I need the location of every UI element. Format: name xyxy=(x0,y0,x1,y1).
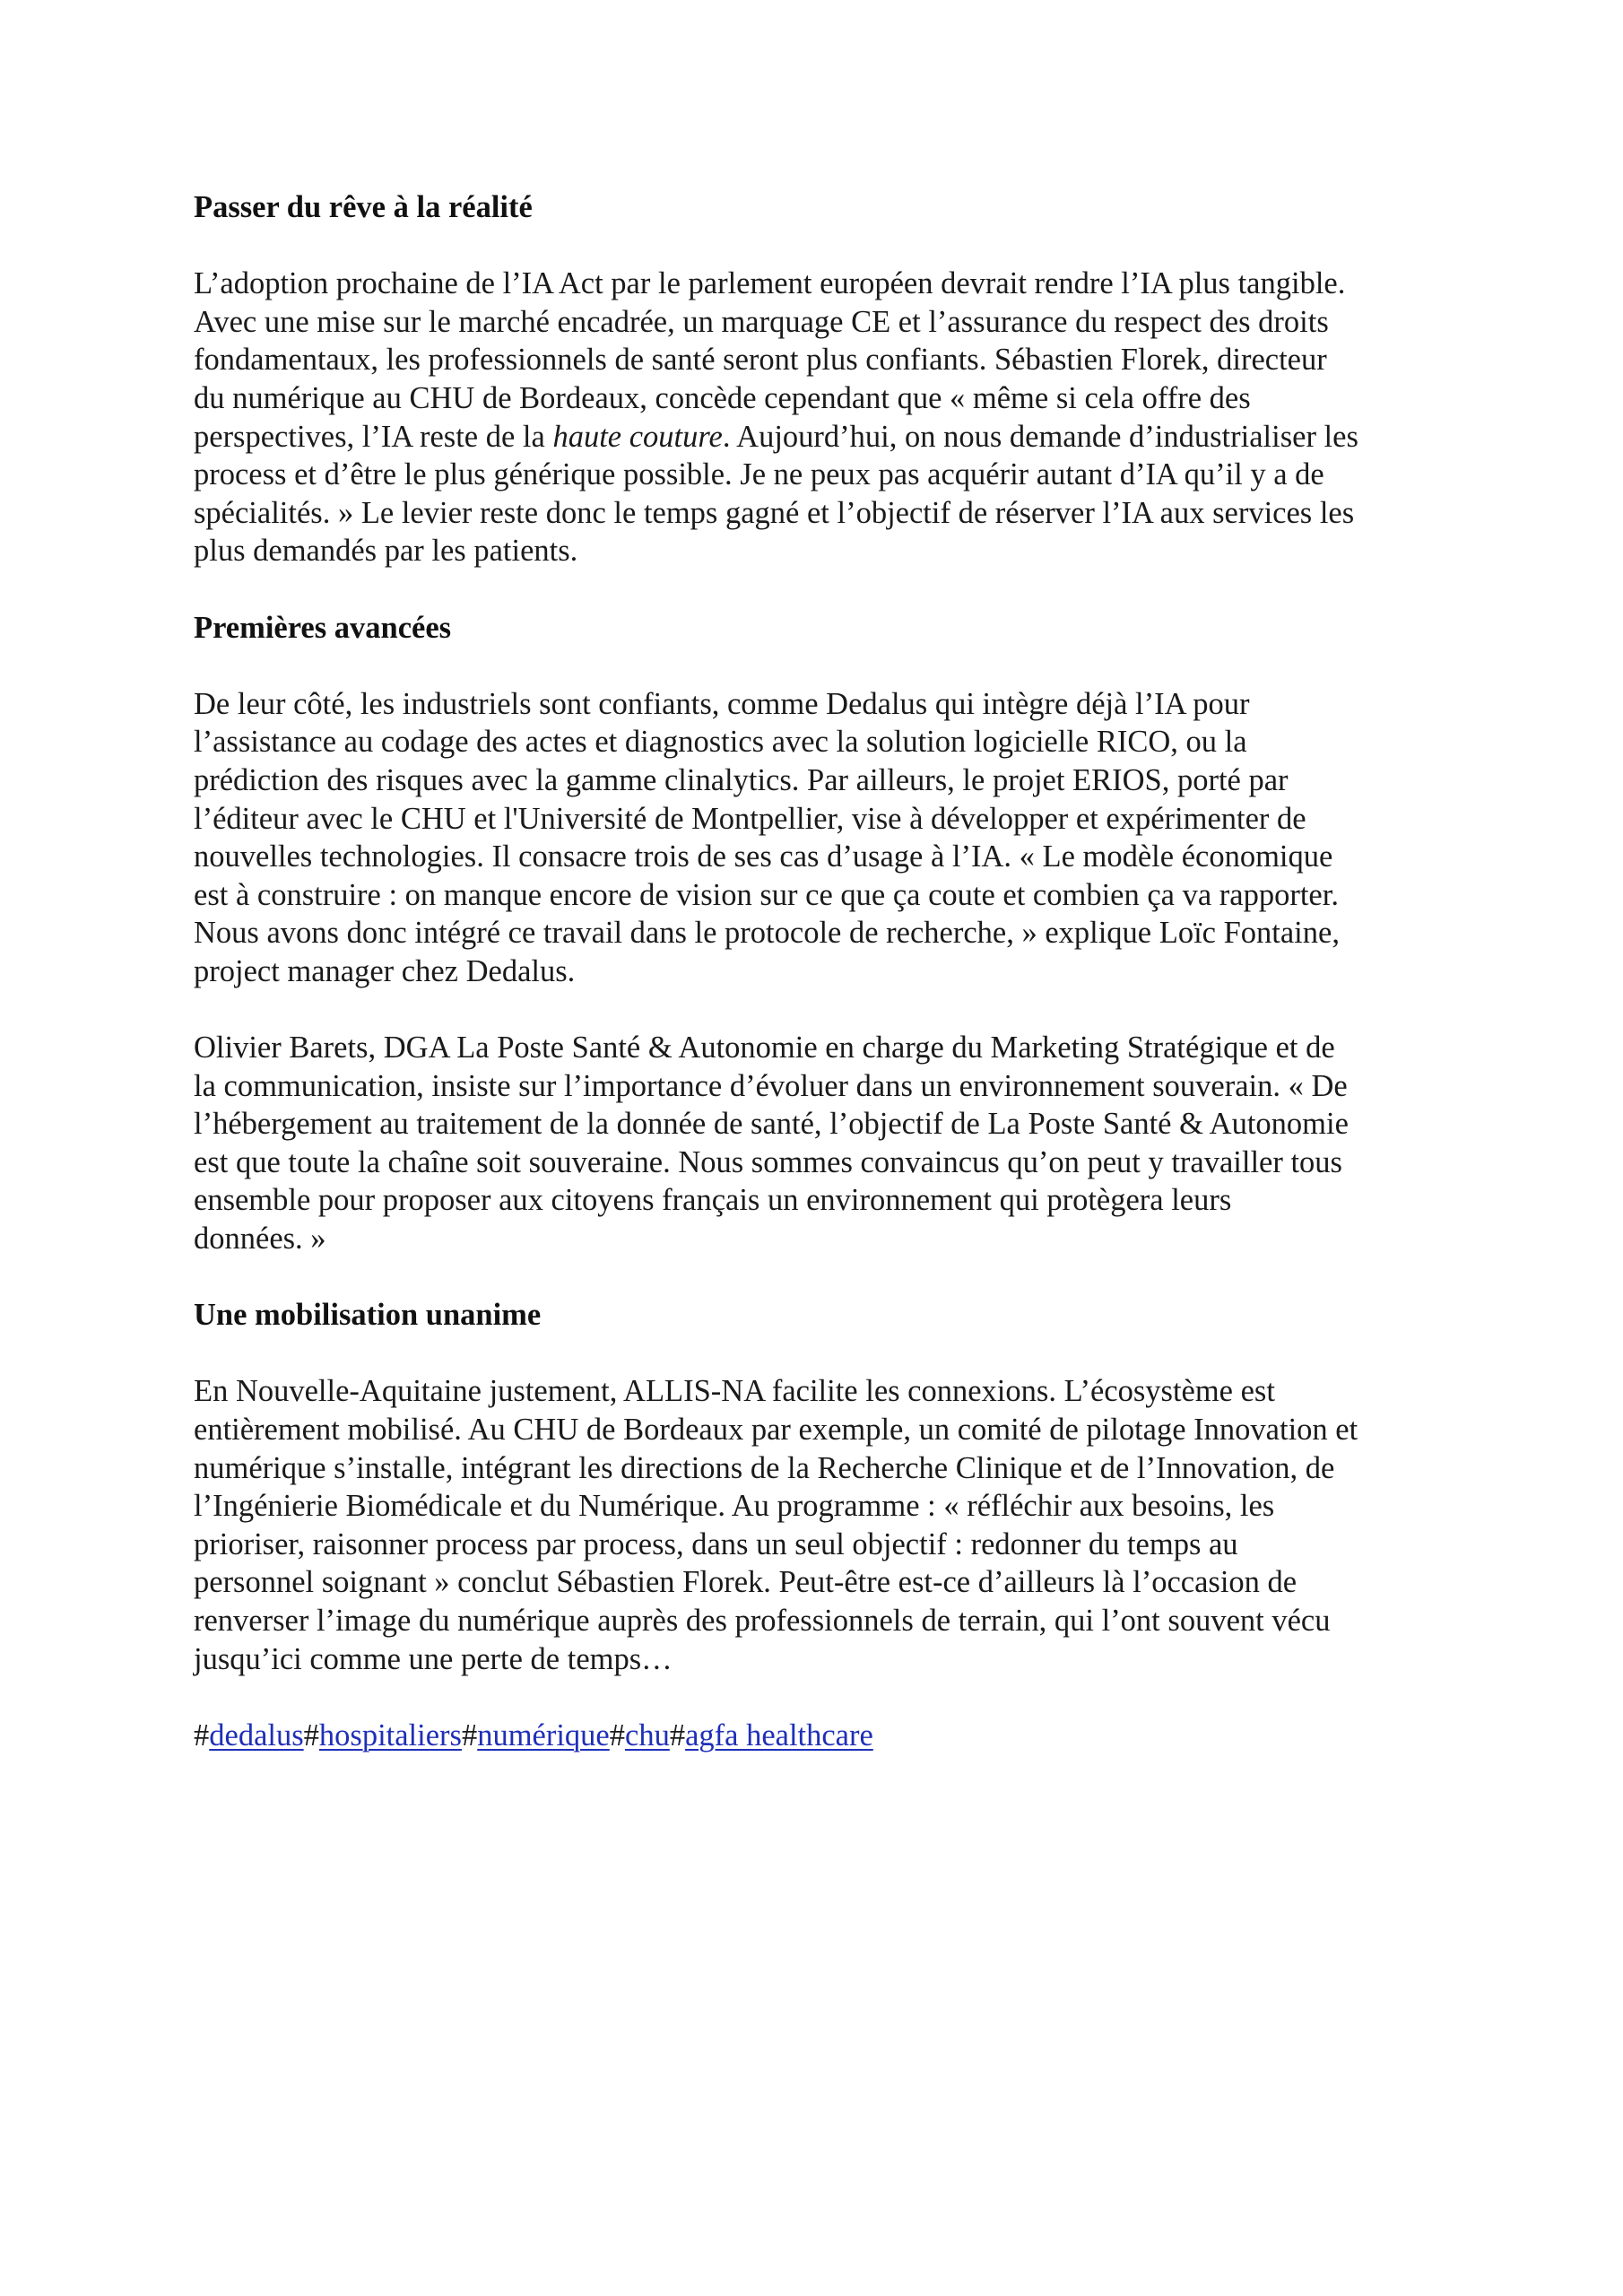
hash-symbol: # xyxy=(303,1718,319,1752)
text-line: De leur côté, les industriels sont confiants, comme Dedalus qui intègre déjà l’IA pour xyxy=(194,686,1250,721)
text-line: numérique s’installe, intégrant les directions de la Recherche Clinique et de l’Innovation, de xyxy=(194,1450,1335,1485)
text-line: nouvelles technologies. Il consacre trois de ses cas d’usage à l’IA. « Le modèle économique xyxy=(194,839,1333,874)
article-body xyxy=(194,188,1449,1754)
text-line: L’adoption prochaine de l’IA Act par le parlement européen devrait rendre l’IA plus tangible. xyxy=(194,266,1346,301)
paragraph-la-poste xyxy=(194,1029,1449,1258)
text-line: entièrement mobilisé. Au CHU de Bordeaux par exemple, un comité de pilotage Innovation et xyxy=(194,1413,1358,1447)
text-line: jusqu’ici comme une perte de temps… xyxy=(194,1641,673,1676)
tag-link-chu[interactable]: chu xyxy=(625,1718,670,1752)
section-heading-mobilisation-unanime: Une mobilisation unanime xyxy=(194,1298,542,1333)
text-line: données. » xyxy=(194,1222,326,1257)
text-line: En Nouvelle-Aquitaine justement, ALLIS-NA facilite les connexions. L’écosystème est xyxy=(194,1374,1275,1409)
text-segment: perspectives, l’IA reste de la xyxy=(194,419,553,454)
text-line: l’éditeur avec le CHU et l'Université de Montpellier, vise à développer et expérimenter de xyxy=(194,801,1306,836)
hash-symbol: # xyxy=(461,1718,478,1752)
section-heading-passer-du-reve: Passer du rêve à la réalité xyxy=(194,190,533,224)
text-line: spécialités. » Le levier reste donc le temps gagné et l’objectif de réserver l’IA aux services les xyxy=(194,495,1355,530)
text-line: Nous avons donc intégré ce travail dans le protocole de recherche, » explique Loïc Fontaine, xyxy=(194,916,1340,951)
text-line: du numérique au CHU de Bordeaux, concède cependant que « même si cela offre des xyxy=(194,380,1251,415)
text-line: plus demandés par les patients. xyxy=(194,534,578,569)
paragraph-dedalus xyxy=(194,685,1449,991)
tag-link-dedalus[interactable]: dedalus xyxy=(209,1718,304,1752)
italic-phrase: haute couture xyxy=(552,419,723,454)
text-line: renverser l’image du numérique auprès des professionnels de terrain, qui l’ont souvent vécu xyxy=(194,1603,1331,1638)
text-segment: . Aujourd’hui, on nous demande d’industrialiser les xyxy=(722,419,1358,454)
tag-link-agfa-healthcare[interactable]: agfa healthcare xyxy=(685,1718,873,1752)
text-line: l’Ingénierie Biomédicale et du Numérique. Au programme : « réfléchir aux besoins, les xyxy=(194,1489,1275,1524)
text-line: Avec une mise sur le marché encadrée, un marquage CE et l’assurance du respect des droits xyxy=(194,304,1329,339)
hashtag-list xyxy=(194,1717,1449,1755)
text-line: project manager chez Dedalus. xyxy=(194,953,576,988)
hash-symbol: # xyxy=(609,1718,625,1752)
text-line: process et d’être le plus générique possible. Je ne peux pas acquérir autant d’IA qu’il y a de xyxy=(194,457,1324,492)
text-line: la communication, insiste sur l’importance d’évoluer dans un environnement souverain. « De xyxy=(194,1068,1348,1103)
text-line: est à construire : on manque encore de vision sur ce que ça coute et combien ça va rapporter. xyxy=(194,877,1339,912)
tag-link-hospitaliers[interactable]: hospitaliers xyxy=(318,1718,462,1752)
paragraph-ia-act xyxy=(194,265,1449,570)
text-line: prédiction des risques avec la gamme clinalytics. Par ailleurs, le projet ERIOS, porté par xyxy=(194,762,1289,797)
text-line: l’assistance au codage des actes et diagnostics avec la solution logicielle RICO, ou la xyxy=(194,725,1247,760)
text-line: fondamentaux, les professionnels de santé seront plus confiants. Sébastien Florek, directeur xyxy=(194,343,1327,378)
text-line: l’hébergement au traitement de la donnée de santé, l’objectif de La Poste Santé & Autonomie xyxy=(194,1107,1349,1142)
text-line: Olivier Barets, DGA La Poste Santé & Autonomie en charge du Marketing Stratégique et de xyxy=(194,1031,1335,1065)
hash-symbol: # xyxy=(194,1718,210,1752)
text-line: prioriser, raisonner process par process, dans un seul objectif : redonner du temps au xyxy=(194,1526,1238,1561)
section-heading-premieres-avancees: Premières avancées xyxy=(194,610,452,645)
text-line: personnel soignant » conclut Sébastien Florek. Peut-être est-ce d’ailleurs là l’occasion de xyxy=(194,1565,1298,1600)
text-line xyxy=(194,418,1449,457)
tag-link-numerique[interactable]: numérique xyxy=(477,1718,610,1752)
hash-symbol: # xyxy=(669,1718,686,1752)
text-line: est que toute la chaîne soit souveraine. Nous sommes convaincus qu’on peut y travailler tous xyxy=(194,1144,1342,1179)
text-line: ensemble pour proposer aux citoyens français un environnement qui protègera leurs xyxy=(194,1183,1232,1218)
paragraph-nouvelle-aquitaine xyxy=(194,1372,1449,1678)
